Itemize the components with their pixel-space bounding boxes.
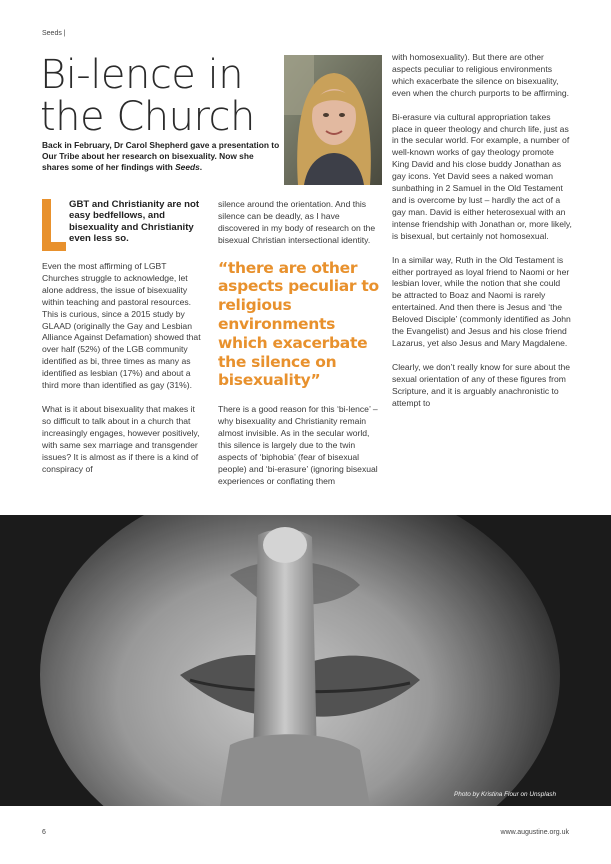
paragraph: Bi-erasure via cultural appropriation takes place in queer theology and church life, just as in the secular world. For example, a number of well-known works of gay theology promote King David and his close buddy Jonathan as gay icons. Yet David sees a naked woman sunbathing in 2 Samuel in the Old Testament and is overcome by lust – hardly the act of a gay man. David is either heterosexual with an intense friendship with Jonathan or, more likely, is bisexual, but certainly not homosexual. [392,111,572,241]
paragraph: with homosexuality). But there are other aspects peculiar to religious environments which exacerbate the silence on bisexuality, even when the church purports to be affirming. [392,52,570,98]
silence-photo [0,515,611,806]
title-line-1: Bi-lence in [40,52,244,98]
article-intro [42,140,280,174]
paragraph: In a similar way, Ruth in the Old Testament is either portrayed as loyal friend to Naomi or her lesbian lover, while the notion that she could be attracted to Boaz and Naomi is rarely entertained. And then there is Jesus and ‘the Beloved Disciple’ (commonly identified as John the Evangelist) and Jesus and his close friend Lazarus, yet also Jesus and Mary Magdalene. [392,254,571,348]
photo-credit: Photo by Kristina Flour on Unsplash [454,791,556,798]
article-title [40,54,280,138]
intro-end: . [199,162,203,173]
paragraph: silence around the orientation. And this silence can be deadly, as I have discovered in my body of research on the bisexual Christian intersectional identity. [218,199,376,245]
pull-quote: “there are other aspects peculiar to religious environments which exacerbate the silence on bisexuality” [218,258,379,390]
column-1 [42,199,204,487]
column-3 [392,52,572,421]
intro-text: Back in February, Dr Carol Shepherd gave a presentation to Our Tribe about her research on bisexuality. Now she shares some of her findings with [42,140,280,173]
page-number: 6 [42,829,46,836]
paragraph: Clearly, we don’t really know for sure about the sexual orientation of any of these figures from Scripture, and it is arguably anachronistic to attempt to [392,361,571,408]
paragraph: Even the most affirming of LGBT Churches struggle to acknowledge, let alone address, the issue of bisexuality within teaching and pastoral resources. This is curious, since a 2015 study by GLAAD (originally the Gay and Lesbian Alliance Against Defamation) showed that over half (52%) of the LGB community identified as bi, three times as many as identified as lesbian (17%) and about a third more than identified as gay (31%). [42,261,201,391]
title-line-2: the Church [40,94,255,140]
lede-block [42,199,204,259]
intro-magazine-name: Seeds [175,162,200,173]
column-2 [218,199,380,500]
drop-cap-l [42,199,66,251]
footer-url[interactable]: www.augustine.org.uk [500,829,569,836]
paragraph: There is a good reason for this ‘bi-lence’ – why bisexuality and Christianity remain almost invisible. As in the secular world, this silence is largely due to the twin aspects of ‘biphobia’ (fear of bisexual people) and ‘bi-erasure’ (ignoring bisexual experiences or conflating them [218,404,378,486]
paragraph: What is it about bisexuality that makes it so difficult to talk about in a church that increasingly engages, however positively, with same sex marriage and transgender issues? It is almost as if there is a kind of conspiracy of [42,403,200,474]
section-tag: Seeds | [42,30,66,37]
author-portrait [284,55,382,185]
lede-text: GBT and Christianity are not easy bedfellows, and bisexuality and Christianity even less so. [69,199,200,245]
